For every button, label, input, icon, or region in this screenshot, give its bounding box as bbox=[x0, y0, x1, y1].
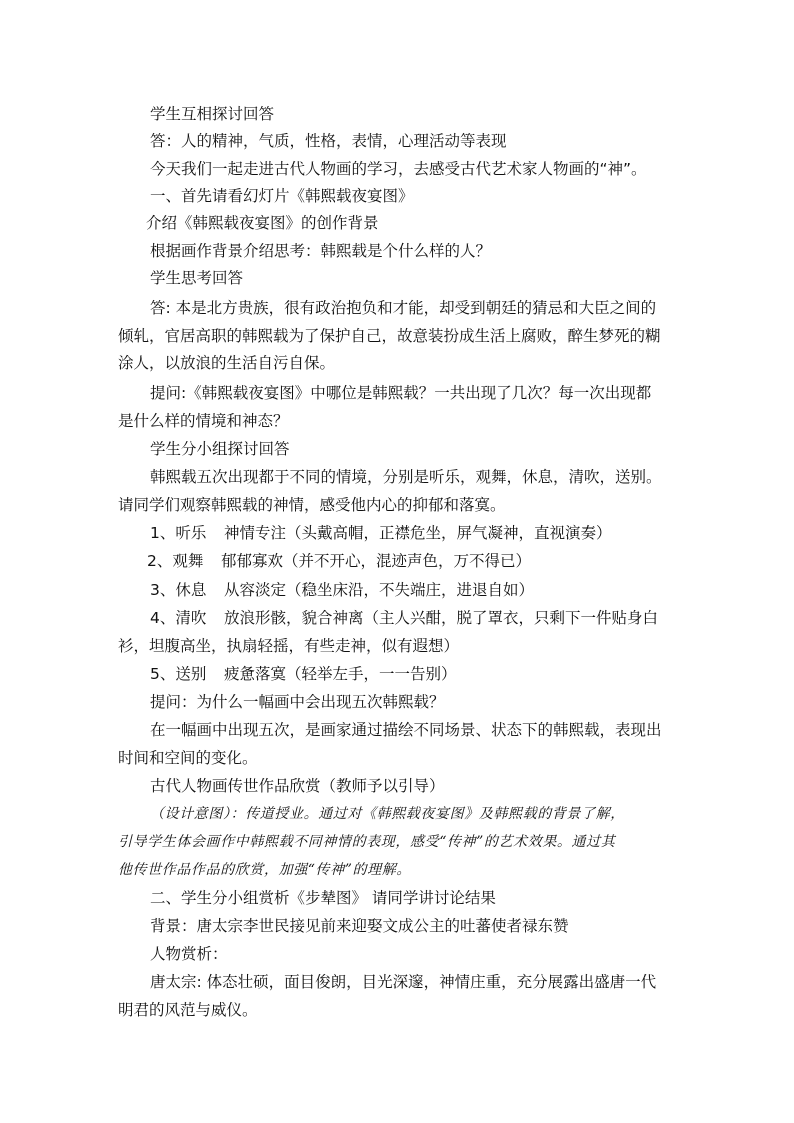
paragraph: 根据画作背景介绍思考：韩熙载是个什么样的人？ bbox=[150, 242, 492, 260]
list-item-continuation: 衫，坦腹高坐，执扇轻摇，有些走神，似有遐想） bbox=[118, 637, 460, 655]
paragraph: 明君的风范与威仪。 bbox=[118, 1001, 258, 1019]
paragraph: 在一幅画中出现五次，是画家通过描绘不同场景、状态下的韩熙载，表现出 bbox=[150, 721, 662, 739]
list-item bbox=[150, 664, 457, 684]
list-item-desc: 郁郁寡欢（并不开心，混迹声色，万不得已） bbox=[221, 552, 532, 570]
paragraph: 时间和空间的变化。 bbox=[118, 749, 258, 767]
list-item-label: 1、听乐 bbox=[150, 524, 207, 542]
list-item bbox=[150, 523, 612, 543]
paragraph: 学生思考回答 bbox=[150, 269, 244, 287]
paragraph: 唐太宗: 体态壮硕，面目俊朗，目光深邃，神情庄重，充分展露出盛唐一代 bbox=[150, 973, 657, 991]
paragraph: 人物赏析： bbox=[150, 945, 228, 963]
list-item-label: 5、送别 bbox=[150, 665, 207, 683]
design-intent-note: （设计意图）：传道授业。通过对《韩熙载夜宴图》及韩熙载的背景了解， bbox=[150, 806, 625, 822]
section-heading: 二、学生分小组赏析《步辇图》 请同学讲讨论结果 bbox=[150, 889, 496, 907]
design-intent-note: 引导学生体会画作中韩熙载不同神情的表现，感受“传神”的艺术效果。通过其 bbox=[118, 834, 616, 850]
list-item-label: 3、休息 bbox=[150, 581, 207, 599]
paragraph: 倾轧，官居高职的韩熙载为了保护自己，故意装扮成生活上腐败，醉生梦死的糊 bbox=[118, 327, 661, 345]
paragraph: 学生分小组探讨回答 bbox=[150, 440, 290, 458]
paragraph: 韩熙载五次出现都于不同的情境，分别是听乐，观舞，休息，清吹，送别。 bbox=[150, 468, 662, 486]
list-item-desc: 神情专注（头戴高帽，正襟危坐，屏气凝神，直视演奏） bbox=[224, 524, 612, 542]
list-item-desc: 疲惫落寞（轻举左手，一一告别） bbox=[224, 665, 457, 683]
list-item bbox=[150, 580, 534, 600]
list-item-desc: 放浪形骸，貌合神离（主人兴酣，脱了罩衣，只剩下一件贴身白 bbox=[224, 609, 659, 627]
list-item-desc: 从容淡定（稳坐床沿，不失端庄，进退自如） bbox=[224, 581, 535, 599]
paragraph: 答：人的精神，气质，性格，表情，心理活动等表现 bbox=[150, 132, 507, 150]
design-intent-note: 他传世作品作品的欣赏，加强“传神”的理解。 bbox=[118, 862, 411, 878]
paragraph: 古代人物画传世作品欣赏（教师予以引导） bbox=[150, 777, 445, 795]
paragraph: 提问:《韩熙载夜宴图》中哪位是韩熙载？一共出现了几次？每一次出现都 bbox=[150, 384, 652, 402]
list-item bbox=[147, 551, 531, 571]
list-item-label: 4、清吹 bbox=[150, 609, 207, 627]
section-heading: 一、首先请看幻灯片《韩熙载夜宴图》 bbox=[150, 187, 414, 205]
paragraph: 请同学们观察韩熙载的神情，感受他内心的抑郁和落寞。 bbox=[118, 496, 506, 514]
list-item-label: 2、观舞 bbox=[147, 552, 204, 570]
paragraph: 学生互相探讨回答 bbox=[150, 105, 275, 123]
paragraph: 提问：为什么一幅画中会出现五次韩熙载？ bbox=[150, 693, 445, 711]
paragraph: 答: 本是北方贵族，很有政治抱负和才能，却受到朝廷的猜忌和大臣之间的 bbox=[150, 299, 657, 317]
paragraph: 背景：唐太宗李世民接见前来迎娶文成公主的吐蕃使者禄东赞 bbox=[150, 917, 569, 935]
paragraph: 介绍《韩熙载夜宴图》的创作背景 bbox=[146, 214, 379, 232]
paragraph: 是什么样的情境和神态？ bbox=[118, 412, 289, 430]
paragraph: 今天我们一起走进古代人物画的学习，去感受古代艺术家人物画的“神”。 bbox=[150, 160, 647, 178]
paragraph: 涂人，以放浪的生活自污自保。 bbox=[118, 354, 336, 372]
list-item bbox=[150, 608, 658, 628]
